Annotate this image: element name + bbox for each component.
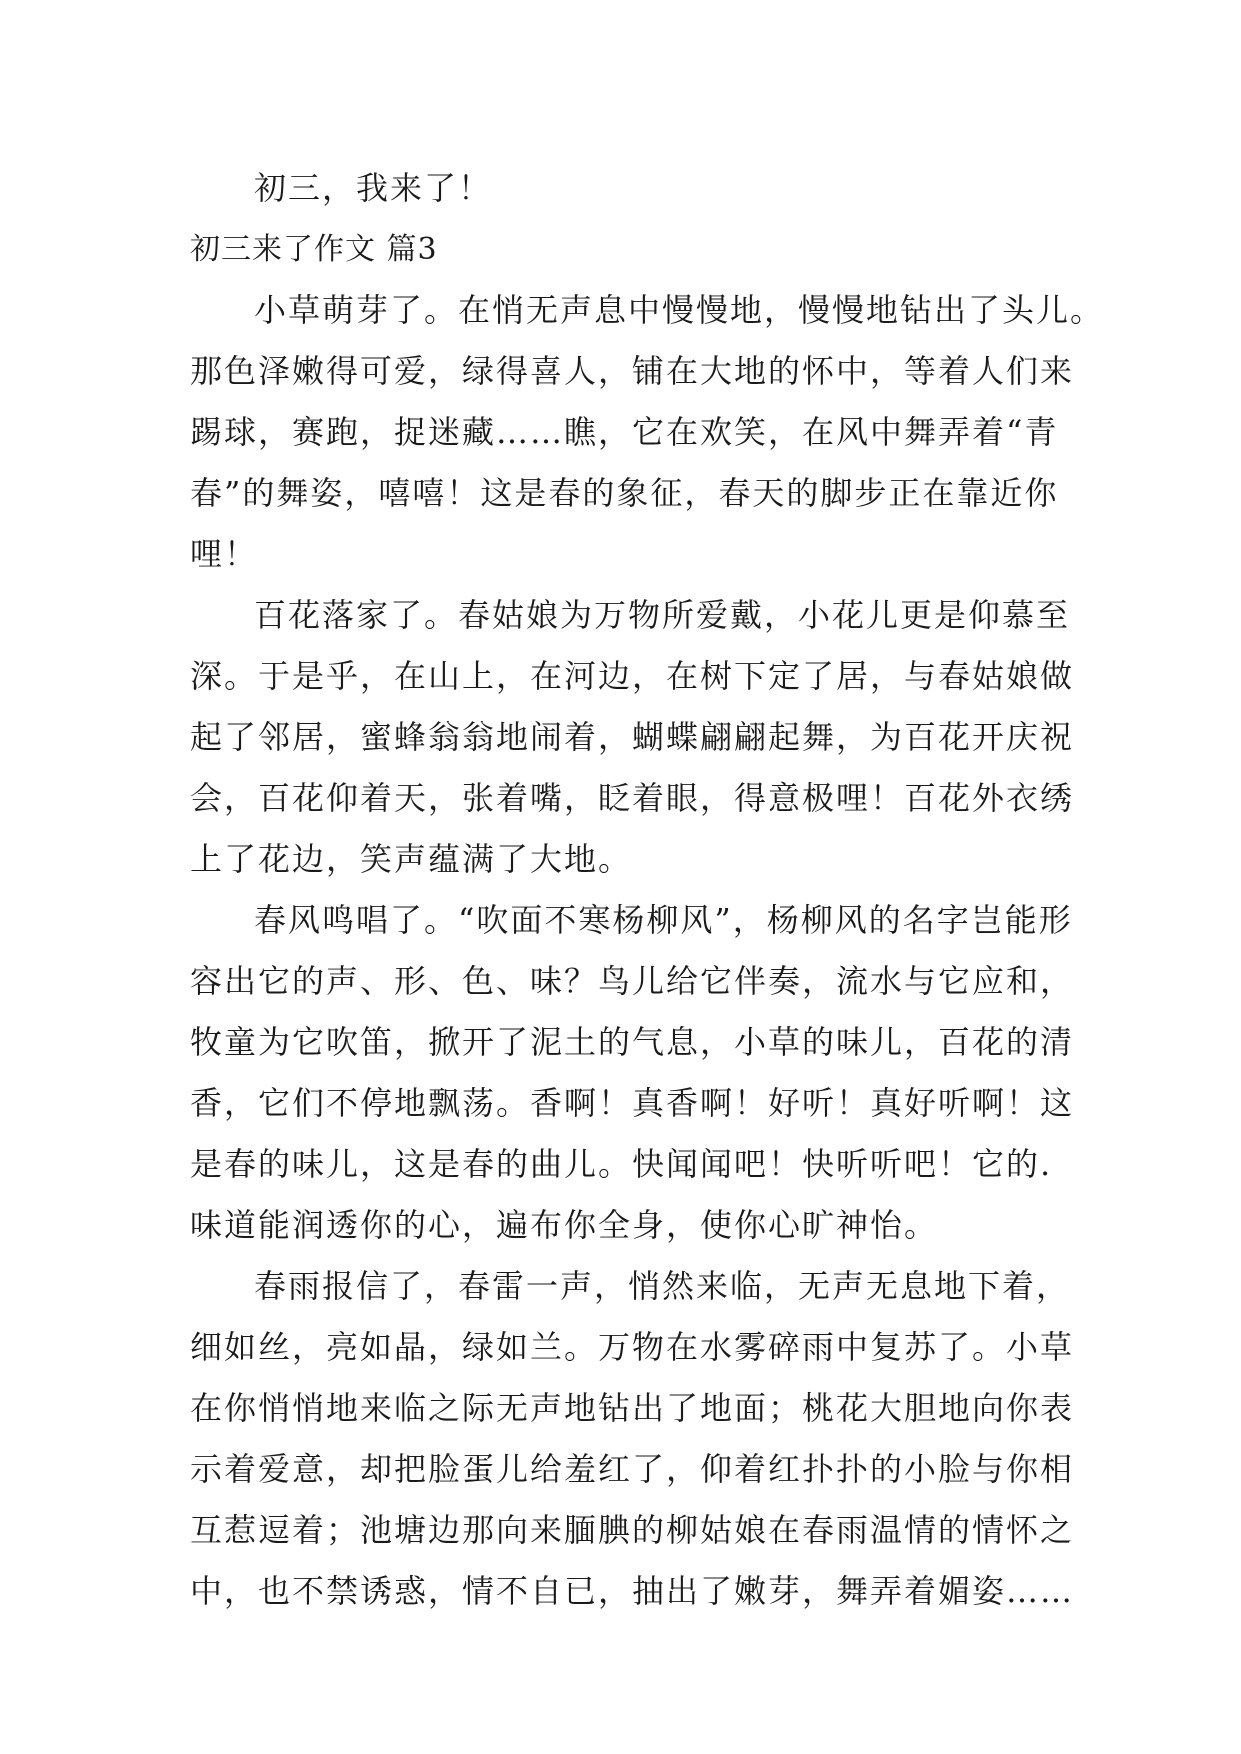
paragraph-line: 春风鸣唱了。“吹面不寒杨柳风”，杨柳风的名字岂能形 xyxy=(254,901,1073,939)
paragraph-line: 那色泽嫩得可爱，绿得喜人，铺在大地的怀中，等着人们来 xyxy=(190,352,1075,390)
paragraph-line: 起了邻居，蜜蜂翁翁地闹着，蝴蝶翩翩起舞，为百花开庆祝 xyxy=(190,718,1075,756)
paragraph-line: 哩！ xyxy=(190,535,259,573)
paragraph-line: 会，百花仰着天，张着嘴，眨着眼，得意极哩！百花外衣绣 xyxy=(190,779,1075,817)
paragraph xyxy=(190,585,1075,890)
paragraph-line: 上了花边，笑声蕴满了大地。 xyxy=(190,840,633,878)
paragraph-line: 春”的舞姿，嘻嘻！这是春的象征，春天的脚步正在靠近你 xyxy=(190,474,1059,512)
paragraph-line: 深。于是乎，在山上，在河边，在树下定了居，与春姑娘做 xyxy=(190,657,1075,695)
paragraph-line: 示着爱意，却把脸蛋儿给羞红了，仰着红扑扑的小脸与你相 xyxy=(190,1450,1075,1488)
paragraph xyxy=(190,890,1075,1256)
paragraph-line: 是春的味儿，这是春的曲儿。快闻闻吧！快听听吧！它的. xyxy=(190,1145,1053,1183)
paragraph-line: 中，也不禁诱惑，情不自已，抽出了嫩芽，舞弄着媚姿…… xyxy=(190,1572,1075,1610)
paragraph-line: 在你悄悄地来临之际无声地钻出了地面；桃花大胆地向你表 xyxy=(190,1389,1075,1427)
paragraph-line: 互惹逗着；池塘边那向来腼腆的柳姑娘在春雨温情的情怀之 xyxy=(190,1511,1075,1549)
paragraph-line: 香，它们不停地飘荡。香啊！真香啊！好听！真好听啊！这 xyxy=(190,1084,1075,1122)
paragraph-line: 味道能润透你的心，遍布你全身，使你心旷神怡。 xyxy=(190,1206,939,1244)
paragraph-line: 春雨报信了，春雷一声，悄然来临，无声无息地下着， xyxy=(254,1267,1071,1305)
paragraph-line: 容出它的声、形、色、味？鸟儿给它伴奏，流水与它应和， xyxy=(190,962,1075,1000)
paragraph-line: 牧童为它吹笛，掀开了泥土的气息，小草的味儿，百花的清 xyxy=(190,1023,1075,1061)
closing-line: 初三，我来了！ xyxy=(254,169,493,207)
section-heading: 初三来了作文 篇3 xyxy=(190,232,438,267)
paragraph xyxy=(190,1256,1075,1622)
document-body xyxy=(190,158,1105,1622)
paragraph-line: 踢球，赛跑，捉迷藏……瞧，它在欢笑，在风中舞弄着“青 xyxy=(190,413,1059,451)
paragraph-line: 百花落家了。春姑娘为万物所爱戴，小花儿更是仰慕至 xyxy=(254,596,1071,634)
paragraph xyxy=(190,280,1105,585)
paragraph-line: 细如丝，亮如晶，绿如兰。万物在水雾碎雨中复苏了。小草 xyxy=(190,1328,1075,1366)
paragraph-line: 小草萌芽了。在悄无声息中慢慢地，慢慢地钻出了头儿。 xyxy=(254,291,1105,329)
